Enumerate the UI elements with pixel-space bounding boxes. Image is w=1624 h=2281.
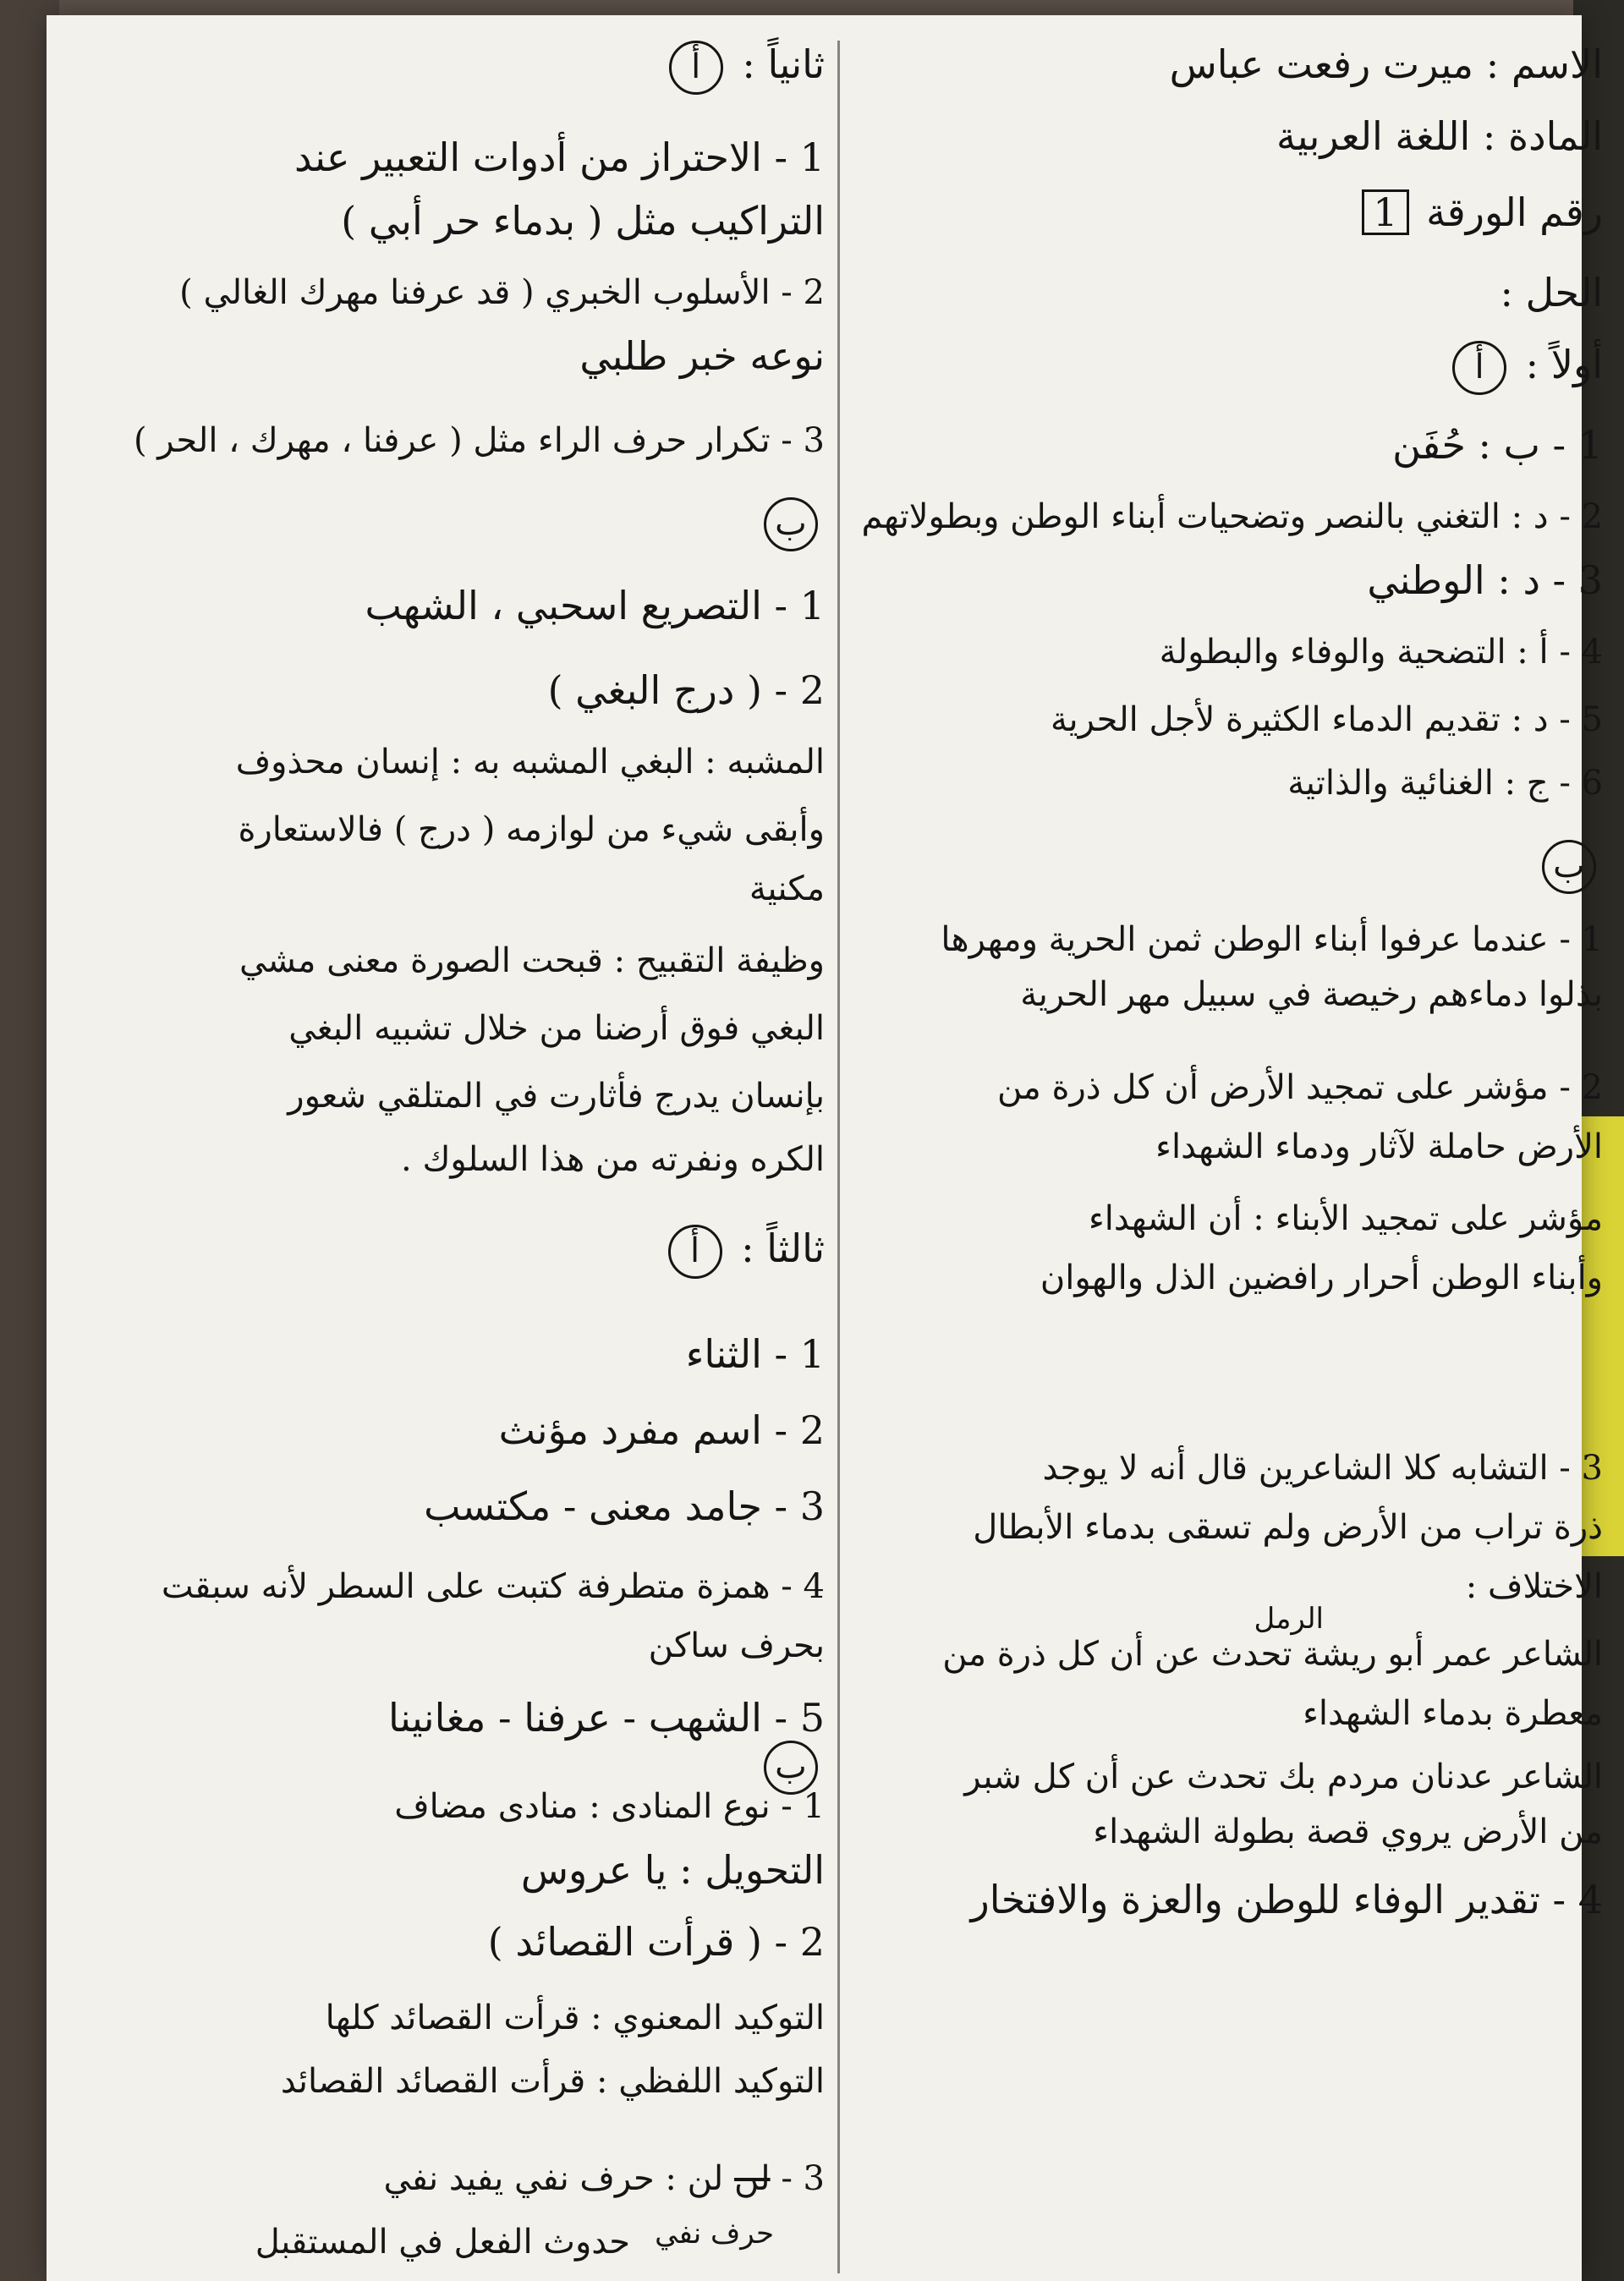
- first-a-item-6: 6 - ج : الغنائية والذاتية: [1287, 764, 1603, 803]
- first-b2-line3: مؤشر على تمجيد الأبناء : أن الشهداء: [1089, 1199, 1603, 1238]
- sheet-label: رقم الورقة: [1426, 189, 1603, 235]
- solution-label: الحل :: [1500, 270, 1603, 315]
- third-b1-line1: 1 - نوع المنادى : منادى مضاف: [394, 1787, 825, 1826]
- second-b2-line2: وأبقى شيء من لوازمه ( درج ) فالاستعارة: [238, 810, 825, 849]
- third-a-circle: أ: [668, 1225, 722, 1279]
- third-1: 1 - الثناء: [685, 1331, 825, 1377]
- second-b-heading: [757, 497, 825, 551]
- second-b2: 2 - ( درج البغي ): [547, 667, 825, 713]
- third-3: 3 - جامد معنى - مكتسب: [424, 1483, 825, 1529]
- second-2-line1: 2 - الأسلوب الخبري ( قد عرفنا مهرك الغالي ): [179, 273, 825, 312]
- sheet-number-line: [1357, 189, 1603, 236]
- first-a-item-1: 1 - ب : حُفَن: [1392, 422, 1603, 468]
- second-b2-line4: وظيفة التقبيح : قبحت الصورة معنى مشي: [239, 941, 825, 980]
- first-b4-line: 4 - تقدير الوفاء للوطن والعزة والافتخار: [970, 1877, 1603, 1922]
- answer-sheet: [47, 15, 1603, 2281]
- second-1-line1: 1 - الاحتراز من أدوات التعبير عند: [294, 134, 825, 180]
- first-b3-line1: 3 - التشابه كلا الشاعرين قال أنه لا يوجد: [1042, 1449, 1603, 1488]
- third-b3-number: 3 -: [781, 2159, 825, 2198]
- second-b2-line1: المشبه : البغي المشبه به : إنسان محذوف: [235, 743, 825, 781]
- third-b1-line2: التحويل : يا عروس: [520, 1847, 825, 1893]
- third-b3-struck: لن: [733, 2159, 771, 2198]
- sheet-number-box: 1: [1362, 189, 1408, 235]
- third-5: 5 - الشهب - عرفنا - مغانينا: [388, 1695, 825, 1741]
- third-b-circle: ب: [764, 1741, 818, 1795]
- first-b2-line2: الأرض حاملة لآثار ودماء الشهداء: [1155, 1127, 1603, 1166]
- third-b2-line2: التوكيد اللفظي : قرأت القصائد القصائد: [280, 2062, 825, 2101]
- first-b3-line5: معطرة بدماء الشهداء: [1303, 1694, 1603, 1733]
- first-a-item-2: 2 - د : التغني بالنصر وتضحيات أبناء الوطن وبطولاتهم: [861, 497, 1603, 536]
- second-b2-line7: الكره ونفرته من هذا السلوك .: [401, 1140, 825, 1179]
- third-b2: 2 - ( قرأت القصائد ): [487, 1919, 825, 1965]
- section-third-heading: [661, 1225, 825, 1279]
- second-a-circle: أ: [669, 41, 723, 95]
- first-b3-line6: الشاعر عدنان مردم بك تحدث عن أن كل شبر: [964, 1757, 1603, 1796]
- second-3-line1: 3 - تكرار حرف الراء مثل ( عرفنا ، مهرك ، الحر ): [133, 421, 825, 460]
- second-b2-line3: مكنية: [749, 869, 825, 908]
- first-label: أولاً :: [1525, 342, 1603, 387]
- first-a-item-5: 5 - د : تقديم الدماء الكثيرة لأجل الحرية: [1051, 700, 1603, 739]
- first-b3-line7: من الأرض يروي قصة بطولة الشهداء: [1093, 1812, 1603, 1851]
- subject: المادة : اللغة العربية: [1276, 113, 1603, 159]
- third-b2-line1: التوكيد المعنوي : قرأت القصائد كلها: [325, 1999, 825, 2037]
- first-a-item-3: 3 - د : الوطني: [1367, 557, 1603, 603]
- third-4-line1: 4 - همزة متطرفة كتبت على السطر لأنه سبقت: [161, 1567, 825, 1606]
- first-a-circle: أ: [1452, 341, 1506, 395]
- third-b3-line1: [383, 2155, 825, 2202]
- first-b3-line2: ذرة تراب من الأرض ولم تسقى بدماء الأبطال: [973, 1508, 1603, 1547]
- second-label: ثانياً :: [742, 41, 825, 87]
- column-divider: [837, 41, 840, 2273]
- first-b1-line1: 1 - عندما عرفوا أبناء الوطن ثمن الحرية ومهرها: [941, 920, 1603, 959]
- section-second-heading: [662, 41, 825, 95]
- third-label: ثالثاً :: [741, 1225, 825, 1271]
- second-b-circle: ب: [764, 497, 818, 551]
- first-b2-line1: 2 - مؤشر على تمجيد الأرض أن كل ذرة من: [996, 1068, 1603, 1107]
- student-name: الاسم : ميرت رفعت عباس: [1169, 41, 1603, 87]
- third-b3-text: لن : حرف نفي يفيد نفي: [383, 2159, 724, 2198]
- third-b3-note: حرف نفي: [655, 2217, 774, 2251]
- first-b2-line4: وأبناء الوطن أحرار رافضين الذل والهوان: [1040, 1258, 1603, 1297]
- third-4-line2: بحرف ساكن: [648, 1626, 825, 1665]
- second-1-line2: التراكيب مثل ( بدماء حر أبي ): [341, 198, 825, 244]
- first-b3-line3: الاختلاف :: [1465, 1567, 1603, 1606]
- second-b2-line5: البغي فوق أرضنا من خلال تشبيه البغي: [288, 1009, 825, 1048]
- first-b3-line4: الشاعر عمر أبو ريشة تحدث عن أن كل ذرة من: [942, 1635, 1603, 1674]
- first-b-circle: ب: [1542, 840, 1596, 894]
- first-b1-line2: بذلوا دماءهم رخيصة في سبيل مهر الحرية: [1020, 975, 1603, 1014]
- section-first-heading: [1446, 341, 1603, 395]
- first-b-heading: [1535, 840, 1603, 894]
- first-a-item-4: 4 - أ : التضحية والوفاء والبطولة: [1159, 633, 1603, 672]
- second-b1: 1 - التصريع اسحبي ، الشهب: [365, 583, 825, 628]
- second-2-line2: نوعه خبر طلبي: [579, 333, 825, 379]
- second-b2-line6: بإنسان يدرج فأثارت في المتلقي شعور: [288, 1077, 825, 1116]
- third-2: 2 - اسم مفرد مؤنث: [498, 1407, 825, 1453]
- first-b3-insert: الرمل: [1254, 1602, 1324, 1636]
- third-b3-line2: حدوث الفعل في المستقبل: [255, 2223, 630, 2262]
